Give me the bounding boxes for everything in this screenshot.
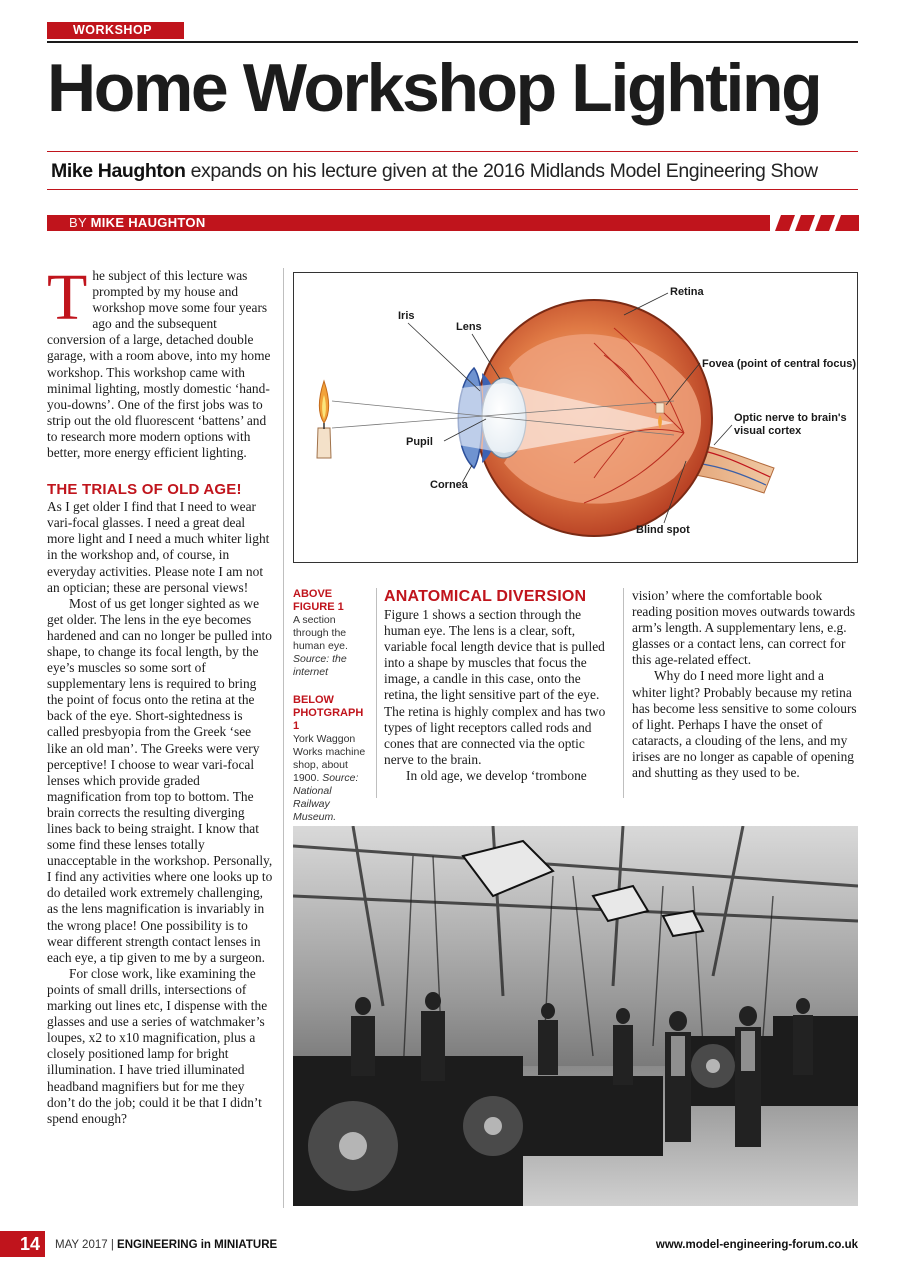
caption-divider <box>376 588 377 798</box>
subhead-anatomical: ANATOMICAL DIVERSION <box>384 588 587 605</box>
caption-figure-body: A section through the human eye. <box>293 614 348 652</box>
footer-issue-date: MAY 2017 <box>55 1239 108 1251</box>
byline-prefix: BY <box>69 215 91 230</box>
caption-photo-body: York Waggon Works machine shop, about 1900. <box>293 733 366 784</box>
drop-cap: T <box>47 261 88 334</box>
caption-above-label: ABOVE <box>293 588 333 600</box>
standfirst-rule-top <box>47 151 858 152</box>
footer-separator: | <box>107 1239 118 1251</box>
column-2 <box>384 588 616 784</box>
intro-paragraph <box>47 261 273 461</box>
intro-text: he subject of this lecture was prompted by my house and workshop move some four years ago and the subsequent conversion of a large, detached double garage, with a room above, into my home workshop. This workshop came with minimal lighting, mostly domestic ‘hand-you-downs’. One of the first jobs was to strip out the old fluorescent ‘battens’ and to research more modern options with better, more energy efficient lighting. <box>47 268 271 461</box>
caption-figure-label: FIGURE 1 <box>293 601 344 613</box>
paragraph: As I get older I find that I need to wear vari-focal glasses. I need a great deal more light and I need a much whiter light in the workshop and, of course, in everyday activities. Please note I am not an optician; these are personal views! <box>47 499 270 595</box>
byline-stripes <box>775 215 859 231</box>
label-pupil: Pupil <box>406 436 433 448</box>
paragraph: Why do I need more light and a whiter light? Probably because my retina has become less sensitive to some colours of light. Perhaps I have the onset of cataracts, a clouding of the lens, and my irises are no longer as capable of opening and shutting as they used to be. <box>632 668 857 781</box>
machine-shop-photo <box>293 826 858 1206</box>
column-1 <box>47 261 273 1127</box>
label-cornea: Cornea <box>430 479 468 491</box>
page-number: 14 <box>0 1231 45 1257</box>
caption-photo-source: Source: National Railway Museum. <box>293 772 359 823</box>
footer-magazine: ENGINEERING in MINIATURE <box>117 1239 278 1251</box>
footer-url[interactable]: www.model-engineering-forum.co.uk <box>655 1239 858 1251</box>
label-iris: Iris <box>398 310 415 322</box>
standfirst-author: Mike Haughton <box>51 160 186 182</box>
column-divider-2 <box>623 588 624 798</box>
caption-photo-label: PHOTGRAPH 1 <box>293 707 364 732</box>
candle-icon <box>317 381 331 458</box>
figure-1-eye-diagram <box>293 272 858 563</box>
column-divider <box>283 268 284 1208</box>
caption-figure-text <box>293 614 371 679</box>
subhead-trials: THE TRIALS OF OLD AGE! <box>47 481 242 499</box>
eye-illustration <box>294 273 857 562</box>
standfirst <box>51 158 818 184</box>
caption-photo-text <box>293 733 371 824</box>
standfirst-text: expands on his lecture given at the 2016 Midlands Model Engineering Show <box>185 160 818 182</box>
label-lens: Lens <box>456 321 482 333</box>
caption-below-label: BELOW <box>293 694 334 706</box>
paragraph: For close work, like examining the points of small drills, intersections of marking out lines etc, I dispense with the glasses and use a series of watchmaker’s loupes, x2 to x10 magnification, plus a closely positioned lamp for bright illumination. I have tried illuminated headband magnifiers but for me they don’t do the job; could it be that I didn’t spend enough? <box>47 965 268 1126</box>
page-title: Home Workshop Lighting <box>47 50 821 126</box>
byline <box>47 215 770 231</box>
label-optic-nerve-2: visual cortex <box>734 425 802 437</box>
standfirst-rule-bottom <box>47 189 858 190</box>
figure-captions <box>293 588 371 824</box>
label-blind-spot: Blind spot <box>636 524 690 536</box>
paragraph: In old age, we develop ‘trombone <box>406 767 587 783</box>
caption-figure-source: Source: the internet <box>293 653 347 678</box>
top-rule <box>47 41 858 43</box>
byline-author: MIKE HAUGHTON <box>90 215 206 230</box>
label-retina: Retina <box>670 286 704 298</box>
paragraph: vision’ where the comfortable book reading position moves outwards towards arm’s length. A supplementary lens, e.g. glasses or a contact lens, can correct for this age-related effect. <box>632 588 856 668</box>
label-fovea: Fovea (point of central focus) <box>702 358 857 370</box>
column-3 <box>632 588 860 781</box>
paragraph: Most of us get longer sighted as we get older. The lens in the eye becomes hardened and can no longer be pulled into shape, to change its focal length, by the eye’s muscles so some sort of supplementary lens is required to bring the point of focus onto the retina at the back of the eye. Short-sightedness is called presbyopia from the Greek ‘see like an old man’. The Greeks were very perceptive! I choose to wear vari-focal lenses which provide graded magnification from top to bottom. The brain corrects the resulting diverging lines back to being straight. I know that some find these lenses totally unacceptable in the workshop. Personally, I find any activities where one looks up to do detailed work extremely challenging, as the lens magnification is invariably in the wrong place! One possibility is to wear different strength contact lenses in each eye, a tip given to me by a surgeon. <box>47 595 273 965</box>
section-tag: WORKSHOP <box>47 22 184 39</box>
footer-issue <box>55 1239 277 1251</box>
photograph-1-machine-shop <box>293 826 858 1206</box>
label-optic-nerve-1: Optic nerve to brain's <box>734 412 847 424</box>
paragraph: Figure 1 shows a section through the human eye. The lens is a clear, soft, variable focal length device that is pulled into a shape by muscles that focus the image, a candle in this case, onto the retina, the light sensitive part of the eye. The retina is highly complex and has two types of light receptors called rods and cones that are connected via the optic nerve to the brain. <box>384 607 606 767</box>
